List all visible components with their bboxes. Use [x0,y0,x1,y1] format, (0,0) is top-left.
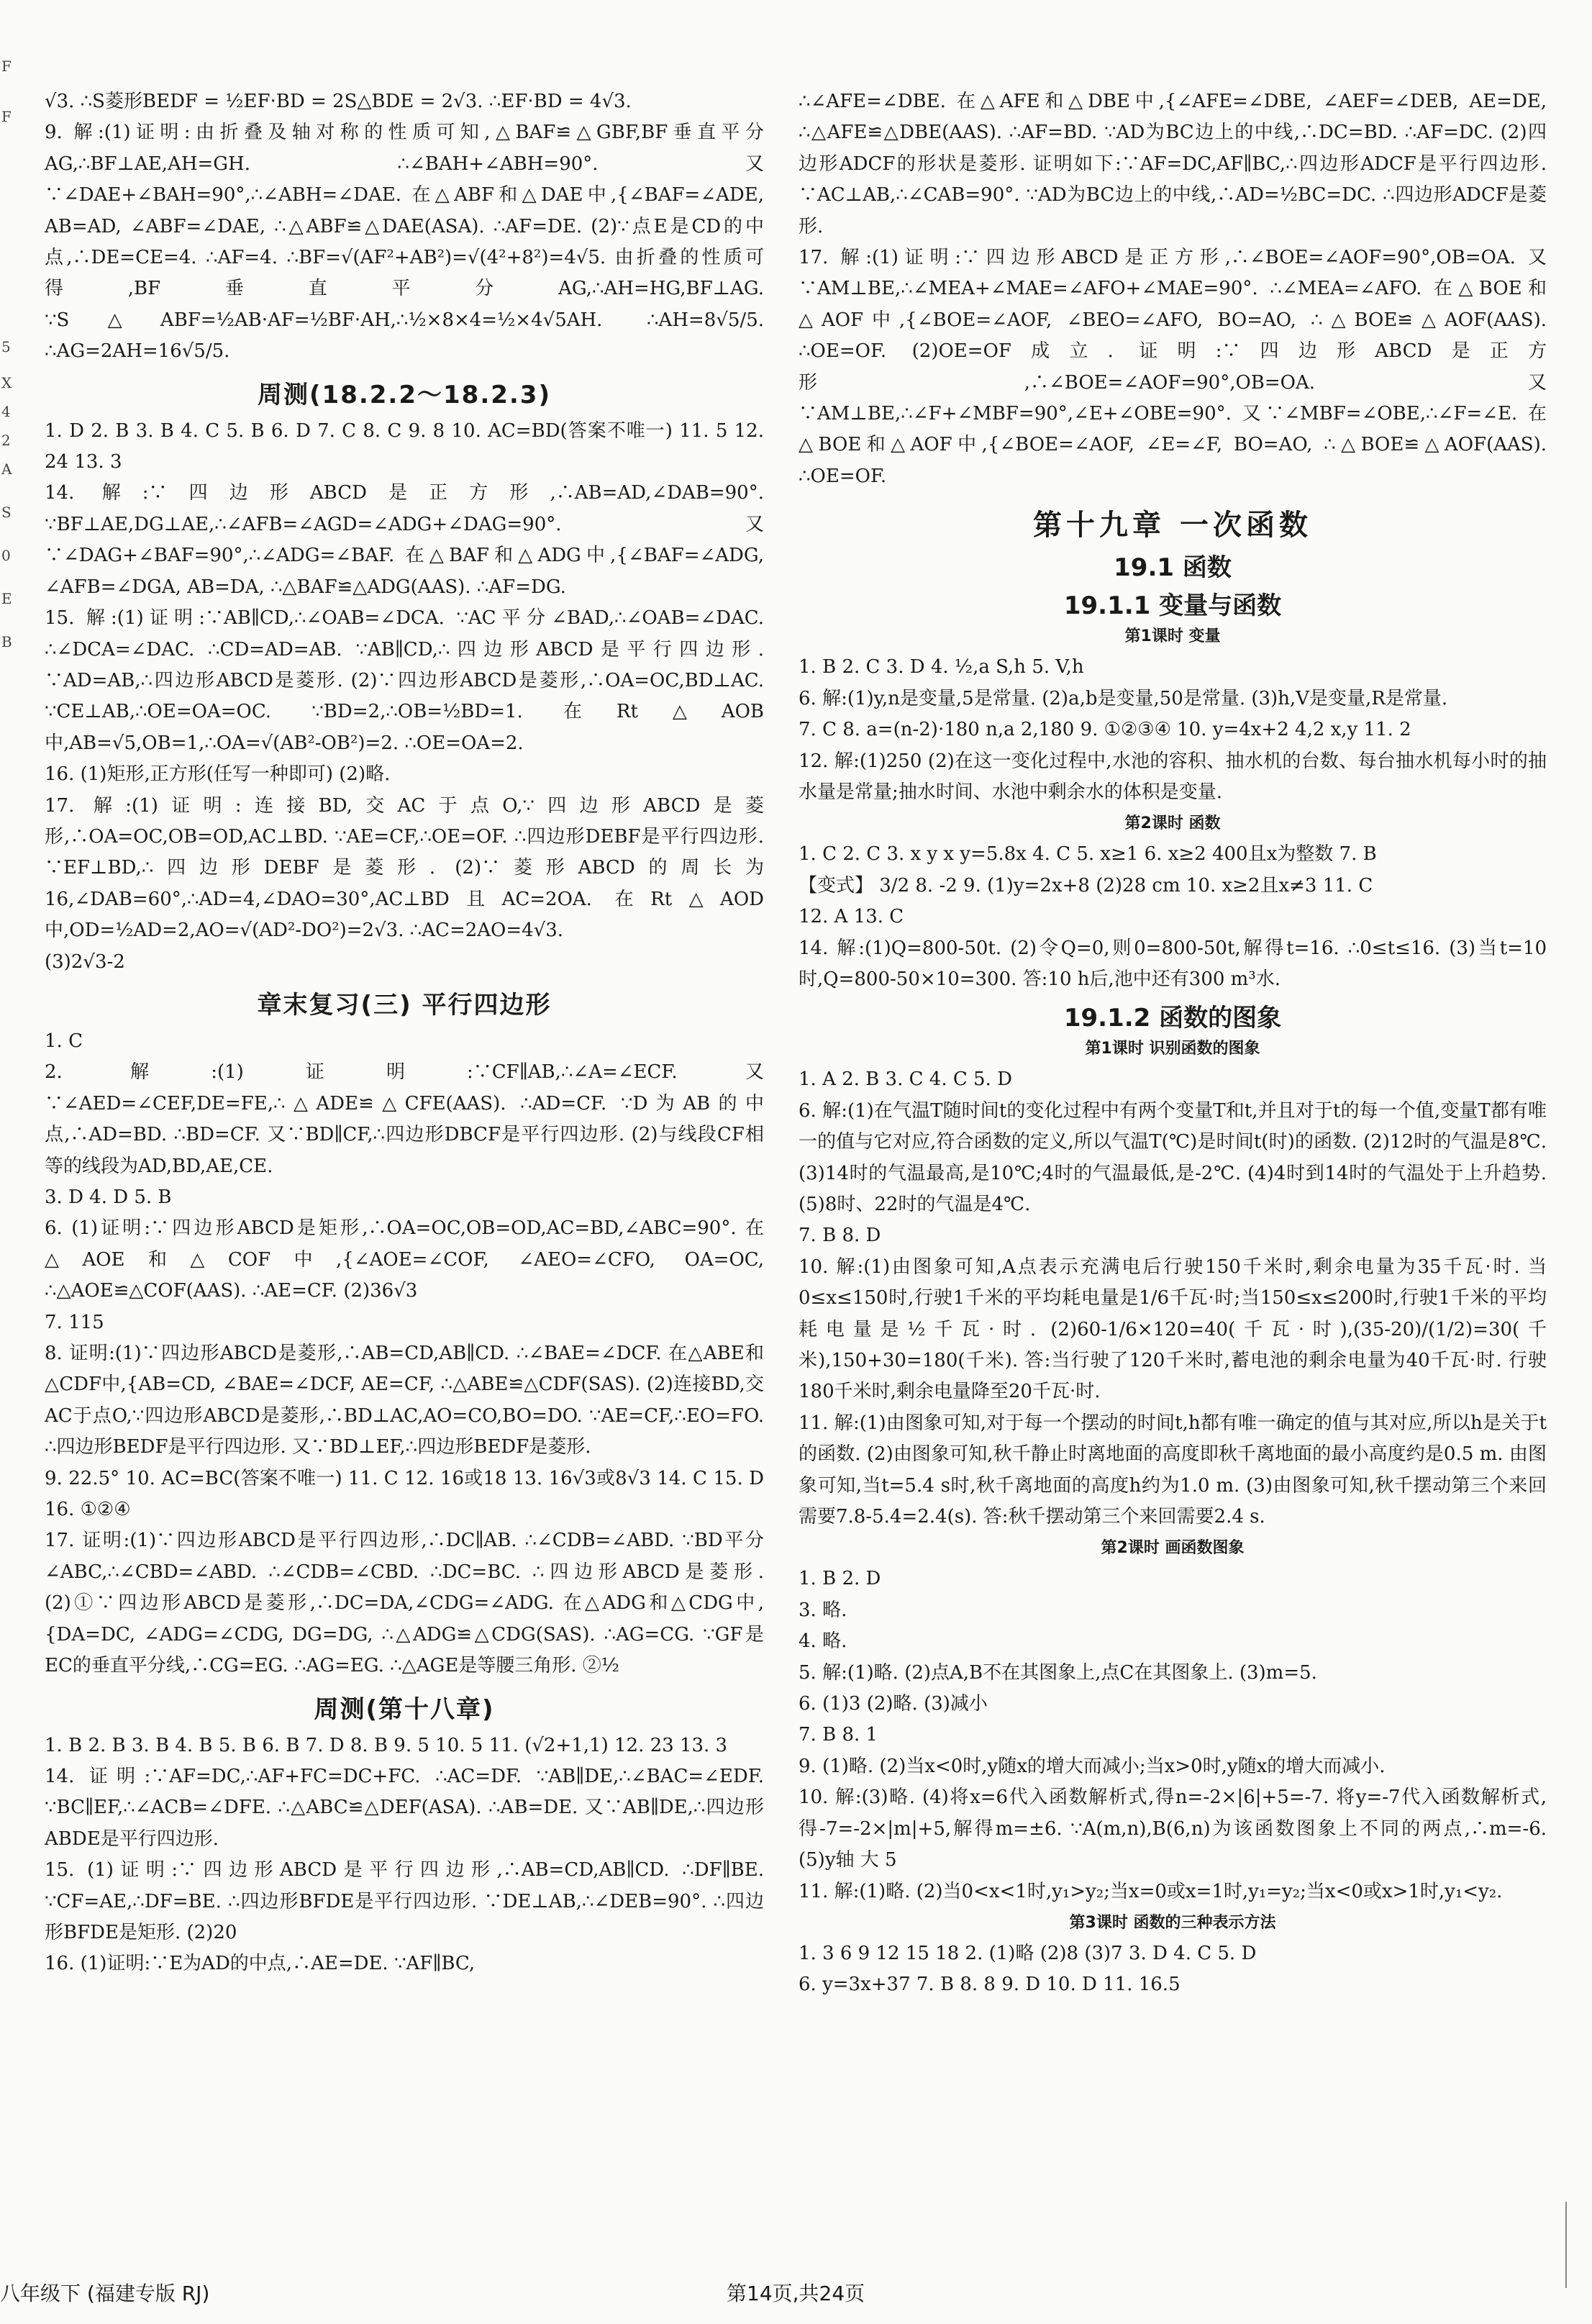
answer-paragraph: 3. 略. [799,1599,847,1621]
answer-paragraph: 12. A 13. C [799,906,904,928]
answer-paragraph: 1. B 2. C 3. D 4. ½,a S,h 5. V,h [799,656,1084,678]
answer-paragraph: 1. C 2. C 3. x y x y=5.8x 4. C 5. x≥1 6. x≥2 400且x为整数 7. B [799,843,1377,866]
answer-paragraph: 9. 解:(1)证明:由折叠及轴对称的性质可知,△BAF≌△GBF,BF垂直平分AG,∴BF⊥AE,AH=GH. ∴∠BAH+∠ABH=90°. 又∵∠DAE+∠BAH=90°,∴∠ABH=∠DAE. 在△ABF和△DAE中,{∠BAF=∠ADE, AB=AD, ∠ABF=∠DAE, ∴△ABF≌△DAE(ASA). ∴AF=DE. (2)∵点E是CD的中点,∴DE=CE=4. ∴AF=4. ∴BF=√(AF²+AB²)=√(4²+8²)=4√5. 由折叠的性质可得,BF垂直平分AG,∴AH=HG,BF⊥AG. ∵S△ABF=½AB·AF=½BF·AH,∴½×8×4=½×4√5AH. ∴AH=8√5/5. ∴AG=2AH=16√5/5. [45,122,764,363]
answer-paragraph: 4. 略. [799,1630,847,1653]
binding-mark: S [1,504,12,521]
answer-paragraph: 6. 解:(1)在气温T随时间t的变化过程中有两个变量T和t,并且对于t的每一个值,变量T都有唯一的值与它对应,符合函数的定义,所以气温T(℃)是时间t(时)的函数. (2)12时的气温是8℃. (3)14时的气温最高,是10℃;4时的气温最低,是-2℃. (4)4时到14时的气温处于上升趋势. (5)8时、22时的气温是4℃. [799,1099,1547,1215]
answer-paragraph: 【变式】 3/2 8. -2 9. (1)y=2x+8 (2)28 cm 10. x≥2且x≠3 11. C [799,874,1373,897]
answer-paragraph: 7. B 8. 1 [799,1724,878,1746]
binding-edge-marks [0,0,13,2324]
right-column [799,86,1547,2001]
subsection-heading: 19.1 函数 [1114,553,1232,583]
answer-paragraph: 8. 证明:(1)∵四边形ABCD是菱形,∴AB=CD,AB∥CD. ∴∠BAE=∠DCF. 在△ABE和△CDF中,{AB=CD, ∠BAE=∠DCF, AE=CF, ∴△ABE≌△CDF(SAS). (2)连接BD,交AC于点O,∵四边形ABCD是菱形,∴BD⊥AC,AO=CO,BO=DO. ∵AE=CF,∴EO=FO. ∴四边形BEDF是平行四边形. 又∵BD⊥EF,∴四边形BEDF是菱形. [45,1343,764,1458]
answer-paragraph: (3)2√3-2 [45,950,125,973]
answer-paragraph: 11. 解:(1)由图象可知,对于每一个摆动的时间t,h都有唯一确定的值与其对应,所以h是关于t的函数. (2)由图象可知,秋千静止时离地面的高度即秋千离地面的最小高度约是0.5 m. 由图象可知,当t=5.4 s时,秋千离地面的高度h约为1.0 m. (3)由图象可知,秋千摆动第三个来回需要7.8-5.4=2.4(s). 答:秋千摆动第三个来回需要2.4 s. [799,1412,1547,1528]
answer-paragraph: 14. 解:∵四边形ABCD是正方形,∴AB=AD,∠DAB=90°. ∵BF⊥AE,DG⊥AE,∴∠AFB=∠AGD=∠ADG+∠DAG=90°. 又∵∠DAG+∠BAF=90°,∴∠ADG=∠BAF. 在△BAF和△ADG中,{∠BAF=∠ADG, ∠AFB=∠DGA, AB=DA, ∴△BAF≌△ADG(AAS). ∴AF=DG. [45,482,764,598]
answer-paragraph: 1. D 2. B 3. B 4. C 5. B 6. D 7. C 8. C 9. 8 10. AC=BD(答案不唯一) 11. 5 12. 24 13. 3 [45,419,764,473]
answer-paragraph: ∴∠AFE=∠DBE. 在△AFE和△DBE中,{∠AFE=∠DBE, ∠AEF=∠DEB, AE=DE, ∴△AFE≌△DBE(AAS). ∴AF=BD. ∵AD为BC边上的中线,∴DC=BD. ∴AF=DC. (2)四边形ADCF的形状是菱形. 证明如下:∵AF=DC,AF∥BC,∴四边形ADCF是平行四边形. ∵AC⊥AB,∴∠CAB=90°. ∵AD为BC边上的中线,∴AD=½BC=DC. ∴四边形ADCF是菱形. [799,91,1547,237]
lesson-heading: 第1课时 变量 [1124,627,1221,646]
answer-paragraph: 6. y=3x+37 7. B 8. 8 9. D 10. D 11. 16.5 [799,1974,1181,1996]
footer-page-number: 第14页,共24页 [727,2282,865,2305]
answer-paragraph: 10. 解:(3)略. (4)将x=6代入函数解析式,得n=-2×|6|+5=-7. 将y=-7代入函数解析式,得-7=-2×|m|+5,解得m=±6. ∵A(m,n),B(6,n)为该函数图象上不同的两点,∴m=-6. (5)y轴 大 5 [799,1787,1547,1871]
lesson-heading: 第2课时 画函数图象 [1101,1539,1245,1558]
answer-paragraph: 5. 解:(1)略. (2)点A,B不在其图象上,点C在其图象上. (3)m=5. [799,1661,1317,1684]
answer-paragraph: 10. 解:(1)由图象可知,A点表示充满电后行驶150千米时,剩余电量为35千瓦·时. 当0≤x≤150时,行驶1千米的平均耗电量是1/6千瓦·时;当150≤x≤200时,行驶1千米的平均耗电量是½千瓦·时. (2)60-1/6×120=40(千瓦·时),(35-20)/(1/2)=30(千米),150+30=180(千米). 答:当行驶了120千米时,蓄电池的剩余电量为40千瓦·时. 行驶180千米时,剩余电量降至20千瓦·时. [799,1256,1547,1403]
answer-paragraph: 1. A 2. B 3. C 4. C 5. D [799,1068,1012,1091]
answer-paragraph: 7. 115 [45,1311,104,1333]
answer-paragraph: √3. ∴S菱形BEDF = ½EF·BD = 2S△BDE = 2√3. ∴EF·BD = 4√3. [45,91,632,112]
answer-paragraph: 9. 22.5° 10. AC=BC(答案不唯一) 11. C 12. 16或18 13. 16√3或8√3 14. C 15. D 16. ①②④ [45,1467,764,1521]
binding-mark: X [1,374,12,391]
margin-rule [1565,2202,1567,2288]
answer-paragraph: 1. B 2. D [799,1568,881,1590]
answer-paragraph: 17. 解:(1)证明:连接BD,交AC于点O,∵四边形ABCD是菱形,∴OA=OC,OB=OD,AC⊥BD. ∵AE=CF,∴OE=OF. ∴四边形DEBF是平行四边形. ∵EF⊥BD,∴四边形DEBF是菱形. (2)∵菱形ABCD的周长为16,∠DAB=60°,∴AD=4,∠DAO=30°,AC⊥BD且AC=2OA. 在Rt△AOD中,OD=½AD=2,AO=√(AD²-DO²)=2√3. ∴AC=2AO=4√3. [45,794,764,942]
answer-paragraph: 15. (1)证明:∵四边形ABCD是平行四边形,∴AB=CD,AB∥CD. ∴DF∥BE. ∵CF=AE,∴DF=BE. ∴四边形BFDE是平行四边形. ∵DE⊥AB,∴∠DEB=90°. ∴四边形BFDE是矩形. (2)20 [45,1859,764,1943]
answer-paragraph: 14. 解:(1)Q=800-50t. (2)令Q=0,则0=800-50t,解得t=16. ∴0≤t≤16. (3)当t=10时,Q=800-50×10=300. 答:10 h后,池中还有300 m³水. [799,937,1547,990]
chapter-heading: 第十九章 一次函数 [1033,509,1312,543]
answer-paragraph: 1. 3 6 9 12 15 18 2. (1)略 (2)8 (3)7 3. D 4. C 5. D [799,1942,1257,1964]
section-heading: 周测(18.2.2～18.2.3) [258,380,551,409]
subsection-heading: 19.1.2 函数的图象 [1063,1004,1282,1033]
answer-paragraph: 7. B 8. D [799,1225,881,1247]
answer-paragraph: 17. 解:(1)证明:∵四边形ABCD是正方形,∴∠BOE=∠AOF=90°,OB=OA. 又∵AM⊥BE,∴∠MEA+∠MAE=∠AFO+∠MAE=90°. ∴∠MEA=∠AFO. 在△BOE和△AOF中,{∠BOE=∠AOF, ∠BEO=∠AFO, BO=AO, ∴△BOE≌△AOF(AAS). ∴OE=OF. (2)OE=OF成立. 证明:∵四边形ABCD是正方形,∴∠BOE=∠AOF=90°,OB=OA. 又∵AM⊥BE,∴∠F+∠MBF=90°,∠E+∠OBE=90°. 又∵∠MBF=∠OBE,∴∠F=∠E. 在△BOE和△AOF中,{∠BOE=∠AOF, ∠E=∠F, BO=AO, ∴△BOE≌△AOF(AAS). ∴OE=OF. [799,247,1547,487]
binding-mark: A [1,460,12,478]
answer-paragraph: 16. (1)矩形,正方形(任写一种即可) (2)略. [45,763,391,786]
binding-mark: F [1,108,12,125]
answer-paragraph: 1. C [45,1030,83,1052]
lesson-heading: 第2课时 函数 [1124,814,1221,833]
section-heading: 周测(第十八章) [314,1694,495,1724]
answer-paragraph: 3. D 4. D 5. B [45,1186,172,1208]
answer-paragraph: 16. (1)证明:∵E为AD的中点,∴AE=DE. ∵AF∥BC, [45,1953,476,1975]
binding-mark: 5 [1,338,11,355]
left-column [45,86,764,1980]
binding-mark: F [1,58,12,75]
answer-paragraph: 7. C 8. a=(n-2)·180 n,a 2,180 9. ①②③④ 10. y=4x+2 4,2 x,y 11. 2 [799,719,1411,741]
answer-paragraph: 6. (1)证明:∵四边形ABCD是矩形,∴OA=OC,OB=OD,AC=BD,∠ABC=90°. 在△AOE和△COF中,{∠AOE=∠COF, ∠AEO=∠CFO, OA=OC, ∴△AOE≌△COF(AAS). ∴AE=CF. (2)36√3 [45,1217,764,1302]
answer-paragraph: 14. 证明:∵AF=DC,∴AF+FC=DC+FC. ∴AC=DF. ∵AB∥DE,∴∠BAC=∠EDF. ∵BC∥EF,∴∠ACB=∠DFE. ∴△ABC≌△DEF(ASA). ∴AB=DE. 又∵AB∥DE,∴四边形ABDE是平行四边形. [45,1765,764,1850]
page-footer [0,2278,1592,2314]
answer-paragraph: 9. (1)略. (2)当x<0时,y随x的增大而减小;当x>0时,y随x的增大而减小. [799,1755,1386,1777]
answer-paragraph: 12. 解:(1)250 (2)在这一变化过程中,水池的容积、抽水机的台数、每台抽水机每小时的抽水量是常量;抽水时间、水池中剩余水的体积是变量. [799,750,1547,803]
answer-paragraph: 15. 解:(1)证明:∵AB∥CD,∴∠OAB=∠DCA. ∵AC平分∠BAD,∴∠OAB=∠DAC. ∴∠DCA=∠DAC. ∴CD=AD=AB. ∵AB∥CD,∴四边形ABCD是平行四边形. ∵AD=AB,∴四边形ABCD是菱形. (2)∵四边形ABCD是菱形,∴OA=OC,BD⊥AC. ∵CE⊥AB,∴OE=OA=OC. ∵BD=2,∴OB=½BD=1. 在Rt△AOB中,AB=√5,OB=1,∴OA=√(AB²-OB²)=2. ∴OE=OA=2. [45,607,764,754]
binding-mark: E [1,590,12,607]
answer-paragraph: 6. 解:(1)y,n是变量,5是常量. (2)a,b是变量,50是常量. (3)h,V是变量,R是常量. [799,687,1448,709]
answer-paragraph: 17. 证明:(1)∵四边形ABCD是平行四边形,∴DC∥AB. ∴∠CDB=∠ABD. ∵BD平分∠ABC,∴∠CBD=∠ABD. ∴∠CDB=∠CBD. ∴DC=BC. ∴四边形ABCD是菱形. (2)①∵四边形ABCD是菱形,∴DC=DA,∠CDG=∠ADG. 在△ADG和△CDG中,{DA=DC, ∠ADG=∠CDG, DG=DG, ∴△ADG≌△CDG(SAS). ∴AG=CG. ∵GF是EC的垂直平分线,∴CG=EG. ∴AG=EG. ∴△AGE是等腰三角形. ②½ [45,1530,764,1677]
binding-mark: 0 [1,547,11,564]
answer-paragraph: 2. 解:(1)证明:∵CF∥AB,∴∠A=∠ECF. 又∵∠AED=∠CEF,DE=FE,∴△ADE≌△CFE(AAS). ∴AD=CF. ∵D为AB的中点,∴AD=BD. ∴BD=CF. 又∵BD∥CF,∴四边形DBCF是平行四边形. (2)与线段CF相等的线段为AD,BD,AE,CE. [45,1061,764,1177]
binding-mark: 4 [1,403,11,420]
binding-mark: B [1,633,12,650]
answer-paragraph: 6. (1)3 (2)略. (3)减小 [799,1693,988,1715]
subsection-heading: 19.1.1 变量与函数 [1063,591,1282,621]
answer-paragraph: 11. 解:(1)略. (2)当0<x<1时,y₁>y₂;当x=0或x=1时,y₁=y₂;当x<0或x>1时,y₁<y₂. [799,1880,1503,1902]
lesson-heading: 第1课时 识别函数的图象 [1085,1040,1260,1058]
binding-mark: 2 [1,432,11,449]
footer-book-label: 八年级下 (福建专版 RJ) [0,2282,210,2305]
section-heading: 章末复习(三) 平行四边形 [257,990,552,1020]
lesson-heading: 第3课时 函数的三种表示方法 [1069,1913,1276,1932]
answer-paragraph: 1. B 2. B 3. B 4. B 5. B 6. B 7. D 8. B 9. 5 10. 5 11. (√2+1,1) 12. 23 13. 3 [45,1734,728,1756]
